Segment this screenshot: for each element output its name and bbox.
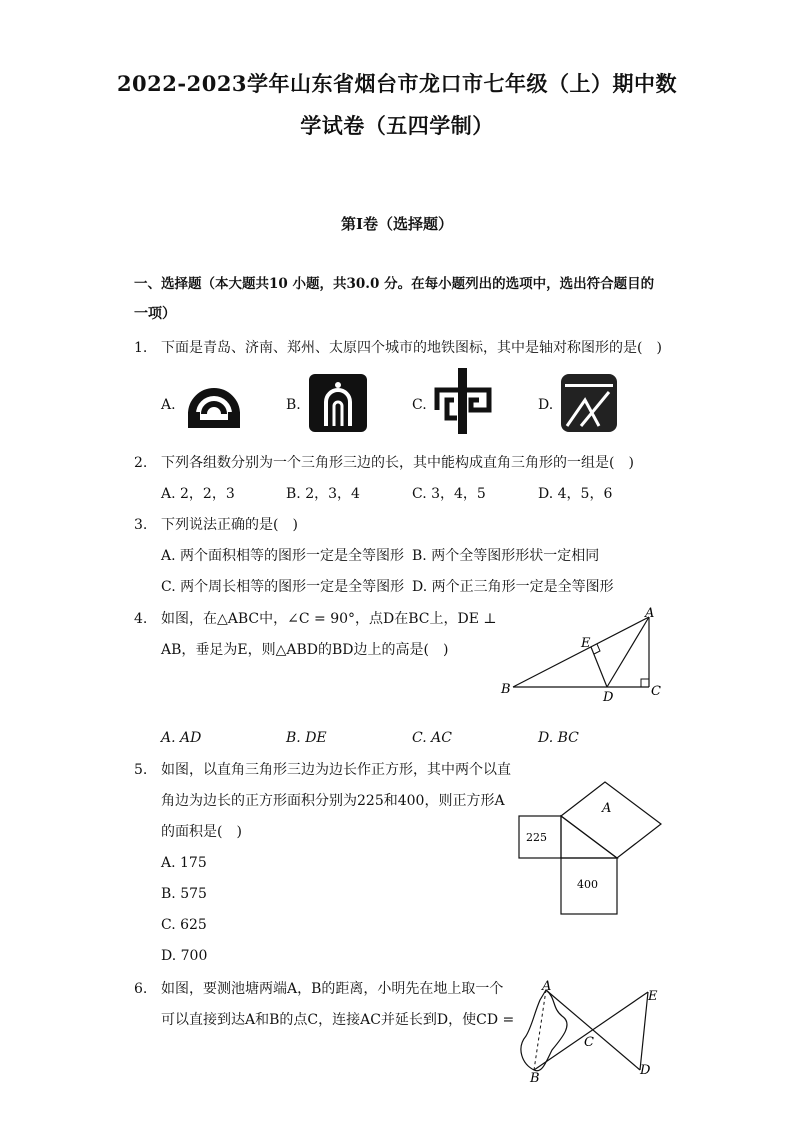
section-title: 第I卷（选择题） <box>340 215 454 233</box>
q5-number: 5. <box>134 762 148 778</box>
q4-text-line2: AB，垂足为E，则△ABD的BD边上的高是( ) <box>161 642 449 658</box>
q4-label-e: E <box>581 636 591 651</box>
q5-label-400: 400 <box>577 878 598 891</box>
q4-number: 4. <box>134 611 148 627</box>
q4-option-c[interactable]: C. AC <box>412 730 452 746</box>
q1-number: 1. <box>134 340 148 356</box>
q4-label-c: C <box>651 684 661 699</box>
q5-option-a[interactable]: A. 175 <box>161 855 207 871</box>
q2-option-b[interactable]: B. 2，3，4 <box>286 486 360 502</box>
jinan-metro-logo-icon <box>309 374 367 432</box>
q2-text: 下列各组数分别为一个三角形三边的长，其中能构成直角三角形的一组是( ) <box>161 455 634 471</box>
q1-option-c[interactable]: C. <box>412 397 427 413</box>
q5-option-b[interactable]: B. 575 <box>161 886 207 902</box>
q6-label-c: C <box>584 1035 594 1050</box>
q4-label-a: A <box>645 606 655 621</box>
q5-option-c[interactable]: C. 625 <box>161 917 207 933</box>
q3-option-c[interactable]: C. 两个周长相等的图形一定是全等图形 <box>161 579 405 595</box>
q5-label-a: A <box>602 801 612 816</box>
q6-text-line2: 可以直接到达A和B的点C，连接AC并延长到D，使CD = <box>161 1012 515 1028</box>
exam-title-line2: 学试卷（五四学制） <box>300 113 494 138</box>
q5-label-225: 225 <box>526 831 547 844</box>
q6-number: 6. <box>134 981 148 997</box>
q4-option-d[interactable]: D. BC <box>538 730 579 746</box>
q6-pond-figure <box>512 978 672 1086</box>
q3-option-d[interactable]: D. 两个正三角形一定是全等图形 <box>412 579 614 595</box>
q5-text-line2: 角边为边长的正方形面积分别为225和400，则正方形A <box>161 793 505 809</box>
q6-label-b: B <box>530 1071 540 1086</box>
q3-option-b[interactable]: B. 两个全等图形形状一定相同 <box>412 548 600 564</box>
q6-label-a: A <box>542 979 552 994</box>
exam-title-line1: 2022-2023学年山东省烟台市龙口市七年级（上）期中数 <box>116 71 678 96</box>
q6-text-line1: 如图，要测池塘两端A，B的距离，小明先在地上取一个 <box>161 981 504 997</box>
q5-text-line1: 如图，以直角三角形三边为边长作正方形，其中两个以直 <box>161 762 511 778</box>
q3-text: 下列说法正确的是( ) <box>161 517 298 533</box>
q4-triangle-figure <box>495 605 675 705</box>
q3-option-a[interactable]: A. 两个面积相等的图形一定是全等图形 <box>161 548 405 564</box>
q4-option-a[interactable]: A. AD <box>161 730 202 746</box>
q4-text-line1: 如图，在△ABC中，∠C = 90°，点D在BC上，DE ⊥ <box>161 611 497 627</box>
q4-label-b: B <box>501 682 511 697</box>
q6-label-d: D <box>640 1063 651 1078</box>
q2-number: 2. <box>134 455 148 471</box>
q2-option-a[interactable]: A. 2，2，3 <box>161 486 235 502</box>
taiyuan-metro-logo-icon <box>561 374 617 432</box>
q5-squares-figure <box>515 780 665 920</box>
q5-option-d[interactable]: D. 700 <box>161 948 208 964</box>
q1-option-a[interactable]: A. <box>161 397 176 413</box>
q2-option-c[interactable]: C. 3，4，5 <box>412 486 486 502</box>
q2-option-d[interactable]: D. 4，5，6 <box>538 486 613 502</box>
q1-option-d[interactable]: D. <box>538 397 554 413</box>
q1-text: 下面是青岛、济南、郑州、太原四个城市的地铁图标，其中是轴对称图形的是( ) <box>161 340 662 356</box>
q5-text-line3: 的面积是( ) <box>161 824 242 840</box>
q4-label-d: D <box>603 690 614 705</box>
zhengzhou-metro-logo-icon <box>433 368 493 434</box>
part1-instructions-line2: 一项） <box>134 306 176 322</box>
q1-option-b[interactable]: B. <box>286 397 301 413</box>
part1-instructions-line1: 一、选择题（本大题共10 小题，共30.0 分。在每小题列出的选项中，选出符合题目的 <box>134 276 655 292</box>
q6-label-e: E <box>648 989 658 1004</box>
q4-option-b[interactable]: B. DE <box>286 730 327 746</box>
qingdao-metro-logo-icon <box>182 374 246 432</box>
q3-number: 3. <box>134 517 148 533</box>
